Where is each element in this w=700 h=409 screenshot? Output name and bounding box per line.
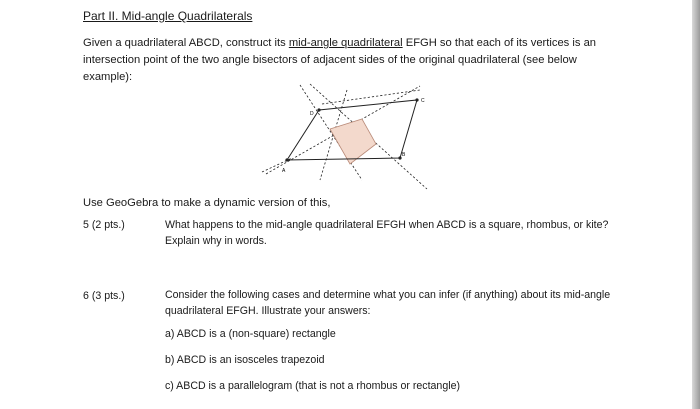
label-c: C	[421, 98, 425, 104]
q6-text: Consider the following cases and determine what you can infer (if anything) about its mid-angle quadrilateral EFGH. Illustrate your answers:	[165, 289, 611, 317]
q5-text: What happens to the mid-angle quadrilateral EFGH when ABCD is a square, rhombus, or kite? Explain why in words.	[165, 219, 609, 247]
intro-text-2: EFGH so that each of its vertices is an intersection point of the two angle bisectors of adjacent sides of the original quadrilateral (see below example):	[83, 37, 597, 83]
bisector-line	[322, 90, 420, 104]
geogebra-instruction: Use GeoGebra to make a dynamic version of this,	[83, 197, 331, 209]
vertex-d	[317, 108, 320, 111]
q6-case-b: b) ABCD is an isosceles trapezoid	[165, 354, 325, 366]
label-d: D	[310, 111, 314, 117]
page-edge-shadow	[692, 0, 700, 409]
vertex-a	[285, 158, 288, 161]
q5-number: 5 (2 pts.)	[83, 219, 125, 231]
section-heading: Part II. Mid-angle Quadrilaterals	[83, 9, 253, 23]
q6-case-c: c) ABCD is a parallelogram (that is not a rhombus or rectangle)	[165, 380, 460, 392]
intro-text-1: Given a quadrilateral ABCD, construct its	[83, 37, 289, 49]
mid-angle-quadrilateral	[330, 119, 376, 164]
q6-case-a: a) ABCD is a (non-square) rectangle	[165, 328, 336, 340]
label-b: B	[402, 152, 406, 158]
vertex-c	[415, 98, 418, 101]
intro-term: mid-angle quadrilateral	[288, 37, 403, 49]
example-figure	[252, 82, 432, 192]
q6-number: 6 (3 pts.)	[83, 290, 125, 302]
label-a: A	[282, 168, 286, 174]
intro-paragraph	[83, 35, 623, 86]
